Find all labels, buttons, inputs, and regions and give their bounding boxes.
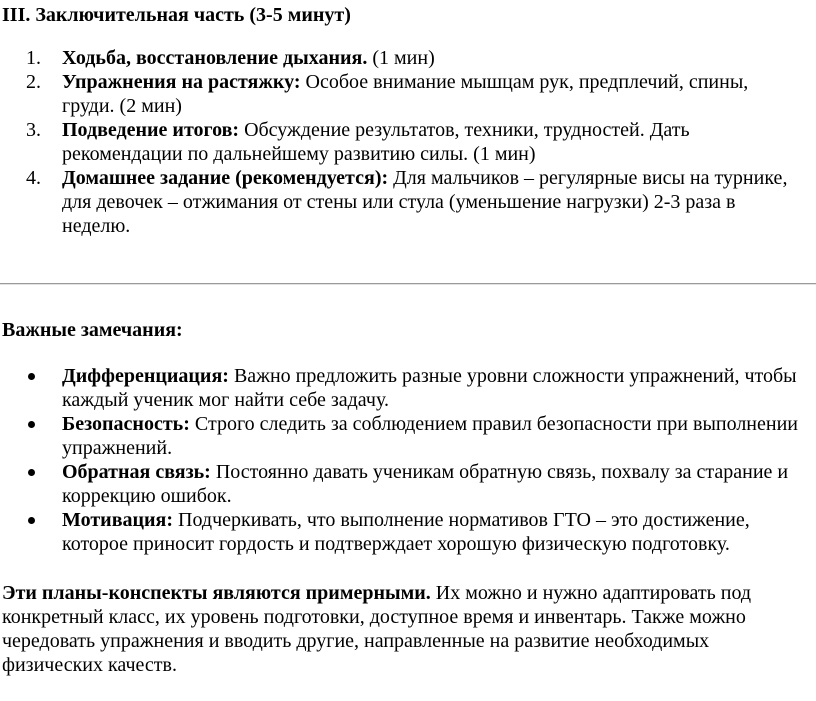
list-item-text: Для мальчиков – регулярные висы на турнике, для девочек – отжимания от стены или стула (уменьшение нагрузки) 2-3 раза в неделю.	[62, 167, 788, 237]
closing-title: Эти планы-конспекты являются примерными.	[2, 582, 431, 604]
list-item	[0, 412, 812, 460]
list-item	[0, 46, 800, 70]
section-heading: III. Заключительная часть (3-5 минут)	[2, 4, 351, 26]
list-item-title: Мотивация:	[62, 509, 174, 531]
list-item-number: 4.	[26, 167, 41, 189]
list-item-title: Обратная связь:	[62, 461, 211, 483]
list-item-title: Дифференциация:	[62, 365, 229, 387]
list-item-number: 3.	[26, 119, 41, 141]
list-item-title: Безопасность:	[62, 413, 190, 435]
list-item-text: Постоянно давать ученикам обратную связь, похвалу за старание и коррекцию ошибок.	[62, 461, 789, 507]
final-part-list	[0, 46, 800, 238]
list-item-title: Домашнее задание (рекомендуется):	[62, 167, 389, 189]
notes-heading: Важные замечания:	[2, 319, 183, 341]
bullet-icon	[28, 517, 35, 524]
closing-paragraph	[2, 581, 802, 677]
list-item	[0, 508, 812, 556]
list-item-text: Особое внимание мышцам рук, предплечий, спины, груди. (2 мин)	[62, 71, 749, 117]
list-item-title: Ходьба, восстановление дыхания.	[62, 47, 368, 69]
closing-text: Их можно и нужно адаптировать под конкретный класс, их уровень подготовки, доступное время и инвентарь. Также можно чередовать упражнения и вводить другие, направленные на развитие необходимых физических качеств.	[2, 582, 752, 676]
list-item-text: Подчеркивать, что выполнение нормативов ГТО – это достижение, которое приносит гордость и подтверждает хорошую физическую подготовку.	[62, 509, 750, 555]
list-item-text: Важно предложить разные уровни сложности упражнений, чтобы каждый ученик мог найти себе задачу.	[62, 365, 797, 411]
list-item	[0, 364, 812, 412]
list-item-title: Упражнения на растяжку:	[62, 71, 301, 93]
list-item	[0, 166, 800, 238]
list-item-number: 1.	[26, 47, 41, 69]
list-item	[0, 70, 800, 118]
notes-list	[0, 364, 812, 556]
bullet-icon	[28, 469, 35, 476]
bullet-icon	[28, 373, 35, 380]
horizontal-rule	[0, 283, 816, 285]
list-item	[0, 118, 800, 166]
list-item-text: Строго следить за соблюдением правил безопасности при выполнении упражнений.	[62, 413, 798, 459]
list-item-text: Обсуждение результатов, техники, трудностей. Дать рекомендации по дальнейшему развитию силы. (1 мин)	[62, 119, 690, 165]
list-item	[0, 460, 812, 508]
bullet-icon	[28, 421, 35, 428]
list-item-title: Подведение итогов:	[62, 119, 240, 141]
list-item-text: (1 мин)	[367, 47, 435, 69]
list-item-number: 2.	[26, 71, 41, 93]
